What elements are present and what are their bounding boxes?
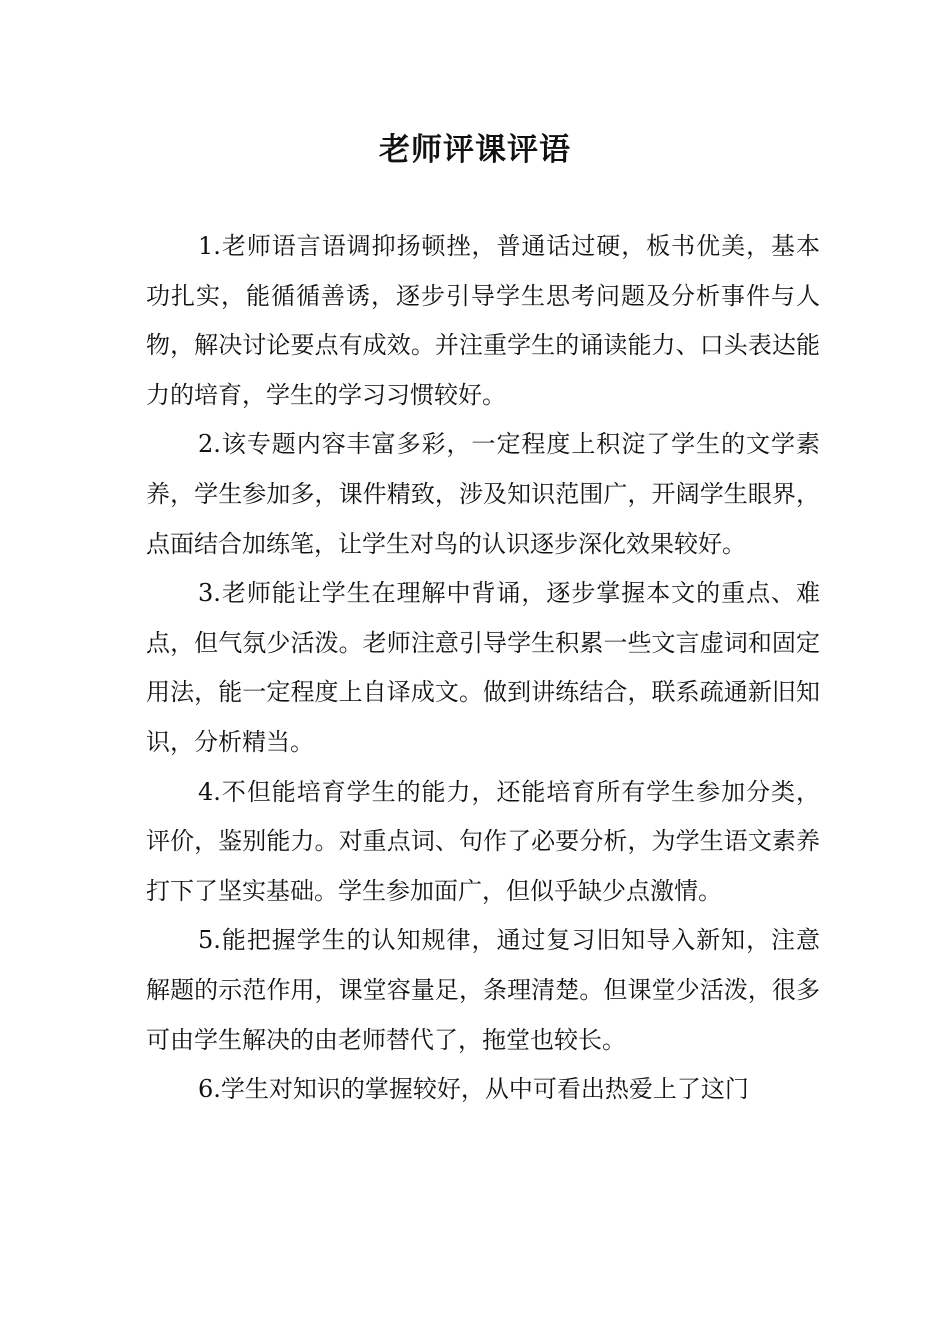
paragraph-1: 1.老师语言语调抑扬顿挫，普通话过硬，板书优美，基本功扎实，能循循善诱，逐步引导学生思考问题及分析事件与人物，解决讨论要点有成效。并注重学生的诵读能力、口头表达能力的培育，学生的学习习惯较好。: [146, 232, 820, 409]
paragraph-4: 4.不但能培育学生的能力，还能培育所有学生参加分类，评价，鉴别能力。对重点词、句作了必要分析，为学生语文素养打下了坚实基础。学生参加面广，但似乎缺少点激情。: [146, 777, 820, 905]
paragraph-5: 5.能把握学生的认知规律，通过复习旧知导入新知，注意解题的示范作用，课堂容量足，条理清楚。但课堂少活泼，很多可由学生解决的由老师替代了，拖堂也较长。: [146, 926, 820, 1054]
paragraph-6: 6.学生对知识的掌握较好，从中可看出热爱上了这门: [198, 1075, 749, 1104]
paragraph-2: 2.该专题内容丰富多彩，一定程度上积淀了学生的文学素养，学生参加多，课件精致，涉及知识范围广，开阔学生眼界，点面结合加练笔，让学生对鸟的认识逐步深化效果较好。: [146, 430, 820, 558]
document-body: [146, 222, 820, 1115]
paragraph-3: 3.老师能让学生在理解中背诵，逐步掌握本文的重点、难点，但气氛少活泼。老师注意引导学生积累一些文言虚词和固定用法，能一定程度上自译成文。做到讲练结合，联系疏通新旧知识，分析精当。: [146, 579, 820, 756]
document-title: 老师评课评语: [379, 132, 571, 168]
